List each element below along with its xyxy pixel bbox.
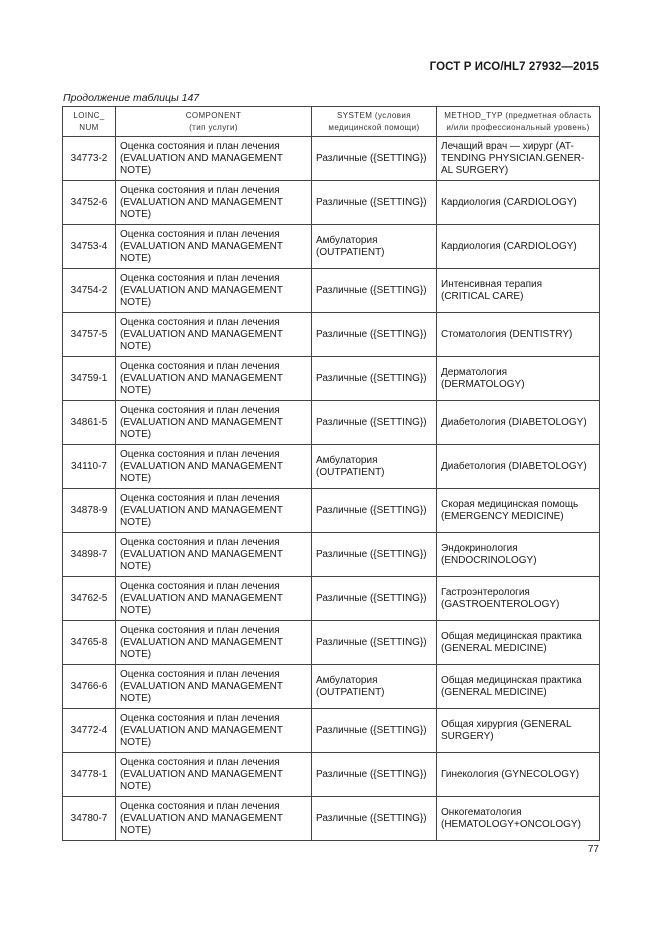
system-line: (OUTPATIENT) [316,686,385,698]
loinc-num-cell: 34898-7 [63,533,116,577]
method-line: Кардиология (CARDIOLOGY) [441,196,577,208]
component-line: Оценка состояния и план лечения [120,140,280,152]
method-line: Стоматология (DENTISTRY) [441,328,573,340]
method-line: (GASTROENTEROLOGY) [441,598,560,610]
method-cell [437,797,600,841]
table-row [63,533,600,577]
system-cell [312,797,437,841]
component-line: Оценка состояния и план лечения [120,272,280,284]
loinc-num-cell: 34762-5 [63,577,116,621]
component-cell [116,665,312,709]
component-line: (EVALUATION AND MANAGEMENT [120,240,283,252]
system-line: (OUTPATIENT) [316,246,385,258]
component-line: Оценка состояния и план лечения [120,404,280,416]
document-header: ГОСТ Р ИСО/HL7 27932—2015 [429,61,599,73]
loinc-num-cell: 34765-8 [63,621,116,665]
method-cell [437,181,600,225]
table-row [63,489,600,533]
component-line: (EVALUATION AND MANAGEMENT [120,152,283,164]
system-cell [312,533,437,577]
system-cell [312,357,437,401]
system-cell [312,313,437,357]
loinc-table [62,106,600,841]
system-cell [312,225,437,269]
component-line: NOTE) [120,472,152,484]
component-line: NOTE) [120,780,152,792]
loinc-num-cell: 34759-1 [63,357,116,401]
method-line: Общая медицинская практика [441,674,582,686]
component-line: (EVALUATION AND MANAGEMENT [120,416,283,428]
component-cell [116,533,312,577]
method-line: (EMERGENCY MEDICINE) [441,510,564,522]
system-line: Различные ({SETTING}) [316,284,427,296]
component-line: Оценка состояния и план лечения [120,756,280,768]
method-cell [437,225,600,269]
method-cell [437,489,600,533]
col-header-method: METHOD_TYP (предметная область и/или профессиональный уровень) [437,107,600,137]
table-row [63,445,600,489]
method-line: Интенсивная терапия [441,278,543,290]
method-line: Скорая медицинская помощь [441,498,579,510]
system-cell [312,445,437,489]
component-cell [116,489,312,533]
table-row [63,753,600,797]
component-line: (EVALUATION AND MANAGEMENT [120,548,283,560]
component-line: (EVALUATION AND MANAGEMENT [120,504,283,516]
component-line: (EVALUATION AND MANAGEMENT [120,196,283,208]
method-line: Общая медицинская практика [441,630,582,642]
system-cell [312,621,437,665]
method-line: Гинекология (GYNECOLOGY) [441,768,580,780]
system-line: Различные ({SETTING}) [316,812,427,824]
table-row [63,269,600,313]
method-cell [437,665,600,709]
system-line: Амбулатория [316,674,378,686]
system-cell [312,753,437,797]
component-line: (EVALUATION AND MANAGEMENT [120,284,283,296]
system-cell [312,709,437,753]
loinc-num-cell: 34780-7 [63,797,116,841]
component-line: Оценка состояния и план лечения [120,624,280,636]
component-cell [116,577,312,621]
method-line: (GENERAL MEDICINE) [441,686,547,698]
component-line: NOTE) [120,208,152,220]
method-line: (DERMATOLOGY) [441,378,525,390]
table-row [63,709,600,753]
table-body [63,137,600,841]
method-cell [437,357,600,401]
table-row [63,401,600,445]
loinc-num-cell: 34110-7 [63,445,116,489]
method-line: (ENDOCRINOLOGY) [441,554,537,566]
method-line: Эндокринология [441,542,518,554]
table-row [63,137,600,181]
method-cell [437,577,600,621]
component-cell [116,797,312,841]
method-line: Кардиология (CARDIOLOGY) [441,240,577,252]
method-cell [437,753,600,797]
loinc-num-cell: 34757-5 [63,313,116,357]
system-cell [312,665,437,709]
component-line: (EVALUATION AND MANAGEMENT [120,592,283,604]
component-line: NOTE) [120,252,152,264]
component-line: NOTE) [120,384,152,396]
system-cell [312,137,437,181]
system-line: Различные ({SETTING}) [316,592,427,604]
method-cell [437,709,600,753]
method-line: (CRITICAL CARE) [441,290,524,302]
table-row [63,797,600,841]
col-header-system: SYSTEM (условия медицинской помощи) [312,107,437,137]
component-line: (EVALUATION AND MANAGEMENT [120,768,283,780]
table-caption: Продолжение таблицы 147 [63,92,200,104]
loinc-num-cell: 34772-4 [63,709,116,753]
system-line: Различные ({SETTING}) [316,768,427,780]
loinc-num-cell: 34778-1 [63,753,116,797]
component-line: Оценка состояния и план лечения [120,184,280,196]
component-cell [116,445,312,489]
method-cell [437,313,600,357]
system-line: Различные ({SETTING}) [316,328,427,340]
system-line: Амбулатория [316,454,378,466]
loinc-num-cell: 34878-9 [63,489,116,533]
system-cell [312,489,437,533]
component-line: Оценка состояния и план лечения [120,536,280,548]
table-row [63,357,600,401]
method-cell [437,533,600,577]
component-cell [116,313,312,357]
table-row [63,665,600,709]
component-line: NOTE) [120,604,152,616]
system-line: Амбулатория [316,234,378,246]
table-row [63,577,600,621]
table-row [63,225,600,269]
system-cell [312,577,437,621]
method-line: (GENERAL MEDICINE) [441,642,547,654]
component-line: NOTE) [120,296,152,308]
method-line: AL SURGERY) [441,164,509,176]
component-line: Оценка состояния и план лечения [120,580,280,592]
component-cell [116,357,312,401]
component-line: Оценка состояния и план лечения [120,492,280,504]
component-line: Оценка состояния и план лечения [120,448,280,460]
component-line: (EVALUATION AND MANAGEMENT [120,812,283,824]
component-cell [116,269,312,313]
table-row [63,313,600,357]
method-cell [437,269,600,313]
component-line: Оценка состояния и план лечения [120,712,280,724]
table-header-row [63,107,600,137]
component-cell [116,621,312,665]
method-line: (HEMATOLOGY+ONCOLOGY) [441,818,581,830]
component-cell [116,401,312,445]
method-cell [437,621,600,665]
loinc-num-cell: 34766-6 [63,665,116,709]
component-line: Оценка состояния и план лечения [120,668,280,680]
component-line: Оценка состояния и план лечения [120,316,280,328]
system-cell [312,269,437,313]
component-line: NOTE) [120,164,152,176]
component-cell [116,181,312,225]
system-line: Различные ({SETTING}) [316,152,427,164]
component-line: NOTE) [120,736,152,748]
component-line: (EVALUATION AND MANAGEMENT [120,680,283,692]
component-cell [116,753,312,797]
system-line: Различные ({SETTING}) [316,724,427,736]
method-cell [437,137,600,181]
method-cell [437,401,600,445]
loinc-num-cell: 34773-2 [63,137,116,181]
system-line: Различные ({SETTING}) [316,416,427,428]
method-line: Диабетология (DIABETOLOGY) [441,416,587,428]
loinc-num-cell: 34753-4 [63,225,116,269]
component-line: Оценка состояния и план лечения [120,360,280,372]
system-cell [312,401,437,445]
page-number: 77 [587,844,599,855]
method-line: Диабетология (DIABETOLOGY) [441,460,587,472]
component-line: NOTE) [120,648,152,660]
system-line: (OUTPATIENT) [316,466,385,478]
system-line: Различные ({SETTING}) [316,196,427,208]
component-line: (EVALUATION AND MANAGEMENT [120,372,283,384]
table-row [63,181,600,225]
component-line: (EVALUATION AND MANAGEMENT [120,724,283,736]
component-cell [116,225,312,269]
method-line: Гастроэнтерология [441,586,530,598]
component-cell [116,137,312,181]
component-line: Оценка состояния и план лечения [120,800,280,812]
component-line: (EVALUATION AND MANAGEMENT [120,328,283,340]
system-line: Различные ({SETTING}) [316,504,427,516]
col-header-loinc: LOINC_ NUM [63,107,116,137]
col-header-component: COMPONENT (тип услуги) [116,107,312,137]
component-line: NOTE) [120,692,152,704]
system-cell [312,181,437,225]
method-line: TENDING PHYSICIAN.GENER- [441,152,585,164]
method-cell [437,445,600,489]
component-line: NOTE) [120,340,152,352]
component-cell [116,709,312,753]
system-line: Различные ({SETTING}) [316,636,427,648]
component-line: (EVALUATION AND MANAGEMENT [120,636,283,648]
component-line: NOTE) [120,824,152,836]
method-line: Онкогематология [441,806,522,818]
component-line: Оценка состояния и план лечения [120,228,280,240]
method-line: Лечащий врач — хирург (AT- [441,140,574,152]
component-line: NOTE) [120,428,152,440]
method-line: SURGERY) [441,730,494,742]
table-row [63,621,600,665]
system-line: Различные ({SETTING}) [316,372,427,384]
component-line: NOTE) [120,516,152,528]
system-line: Различные ({SETTING}) [316,548,427,560]
component-line: (EVALUATION AND MANAGEMENT [120,460,283,472]
component-line: NOTE) [120,560,152,572]
method-line: Общая хирургия (GENERAL [441,718,572,730]
loinc-num-cell: 34752-6 [63,181,116,225]
loinc-num-cell: 34754-2 [63,269,116,313]
method-line: Дерматология [441,366,508,378]
loinc-num-cell: 34861-5 [63,401,116,445]
